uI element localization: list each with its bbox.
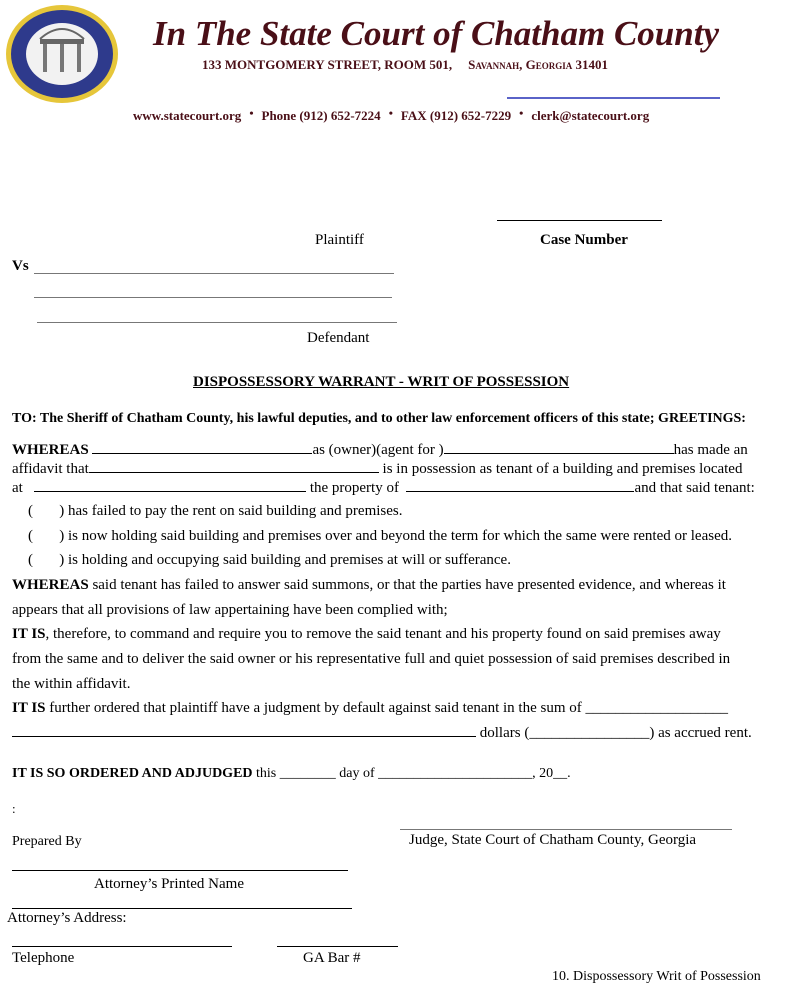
georgia-seal-logo [4, 4, 120, 104]
text: is holding and occupying said building and premises at will or sufferance. [68, 552, 511, 568]
text: at [12, 480, 23, 496]
attorney-address-label: Attorney’s Address: [7, 910, 127, 926]
case-number-label: Case Number [540, 232, 628, 248]
bullet: • [388, 106, 393, 120]
telephone-label: Telephone [12, 950, 75, 966]
property-owner-blank[interactable] [406, 490, 634, 492]
itis2-line-2 [12, 725, 752, 742]
label: IT IS [12, 626, 46, 642]
colon: : [12, 801, 16, 816]
whereas-line-2 [12, 461, 742, 478]
bullet: • [249, 106, 254, 120]
ordered-line [12, 766, 571, 782]
court-address [202, 57, 608, 73]
agent-blank[interactable] [444, 452, 674, 454]
text: further ordered that plaintiff have a judgment by default against said tenant in the sum of ___________________ [45, 700, 728, 716]
attorney-name-label: Attorney’s Printed Name [94, 876, 244, 892]
label: IT IS [12, 700, 46, 716]
website-link[interactable]: www.statecourt.org [133, 108, 242, 123]
vs-label: Vs [12, 258, 29, 274]
text: said tenant has failed to answer said summons, or that the parties have presented evidence, and whereas it [88, 577, 726, 593]
text: has made an [673, 442, 748, 458]
text: and that said tenant: [634, 480, 755, 496]
street: 133 MONTGOMERY STREET, ROOM 501, [202, 57, 453, 72]
attorney-name-line [12, 870, 348, 871]
footer-form-name: 10. Dispossessory Writ of Possession [552, 969, 761, 984]
phone: Phone (912) 652-7224 [261, 108, 381, 123]
contact-line [133, 108, 649, 124]
telephone-line [12, 946, 232, 947]
to-line: TO: The Sheriff of Chatham County, his lawful deputies, and to other law enforcement officers of this state; GREETINGS: [12, 411, 746, 426]
option-1[interactable] [28, 503, 403, 520]
plaintiff-label: Plaintiff [315, 232, 364, 248]
city: Savannah, Georgia 31401 [468, 57, 608, 72]
bar-number-label: GA Bar # [303, 950, 361, 966]
label: IT IS SO ORDERED AND ADJUDGED [12, 766, 253, 781]
text: the property of [309, 480, 399, 496]
header-divider [507, 97, 720, 99]
judge-label: Judge, State Court of Chatham County, Georgia [409, 832, 697, 848]
case-number-line [497, 220, 662, 221]
whereas-label: WHEREAS [12, 442, 89, 458]
prepared-by-label: Prepared By [12, 834, 82, 849]
defendant-line-3 [37, 322, 397, 323]
court-title: In The State Court of Chatham County [153, 14, 719, 53]
text: this ________ day of ______________________, 20__. [252, 766, 571, 781]
email-link[interactable]: clerk@statecourt.org [531, 108, 650, 123]
checkbox-paren[interactable]: ( ) [28, 528, 65, 544]
fax: FAX (912) 652-7229 [400, 108, 512, 123]
label: WHEREAS [12, 577, 89, 593]
tenant-blank[interactable] [89, 471, 379, 473]
itis2-line-1 [12, 700, 728, 717]
checkbox-paren[interactable]: ( ) [28, 503, 65, 519]
text: is in possession as tenant of a building and premises located [382, 461, 743, 477]
attorney-address-line [12, 908, 352, 909]
text: affidavit that [12, 461, 89, 477]
form-title: DISPOSSESSORY WARRANT - WRIT OF POSSESSION [193, 374, 570, 390]
option-3[interactable] [28, 552, 511, 569]
defendant-line-1 [34, 273, 394, 274]
text: is now holding said building and premises over and beyond the term for which the same were rented or leased. [68, 528, 732, 544]
whereas-line-3 [12, 480, 755, 497]
defendant-line-2 [34, 297, 392, 298]
whereas2-line-1 [12, 577, 726, 594]
checkbox-paren[interactable]: ( ) [28, 552, 65, 568]
text: has failed to pay the rent on said building and premises. [68, 503, 403, 519]
itis1-line-1 [12, 626, 721, 643]
text: , therefore, to command and require you to remove the said tenant and his property found on said premises away [45, 626, 721, 642]
bullet: • [519, 106, 524, 120]
whereas2-line-2: appears that all provisions of law appertaining have been complied with; [12, 602, 448, 618]
defendant-label: Defendant [307, 330, 370, 346]
whereas-line-1 [12, 442, 748, 459]
text: as (owner)(agent for ) [312, 442, 444, 458]
judge-signature-line [400, 829, 732, 830]
amount-words-blank[interactable] [12, 735, 476, 737]
itis1-line-3: the within affidavit. [12, 676, 131, 692]
text: dollars (________________) as accrued rent. [476, 725, 752, 741]
owner-blank[interactable] [92, 452, 312, 454]
itis1-line-2: from the same and to deliver the said owner or his representative full and quiet possession of said premises described in [12, 651, 731, 667]
bar-number-line [277, 946, 398, 947]
location-blank[interactable] [34, 490, 306, 492]
option-2[interactable] [28, 528, 732, 545]
